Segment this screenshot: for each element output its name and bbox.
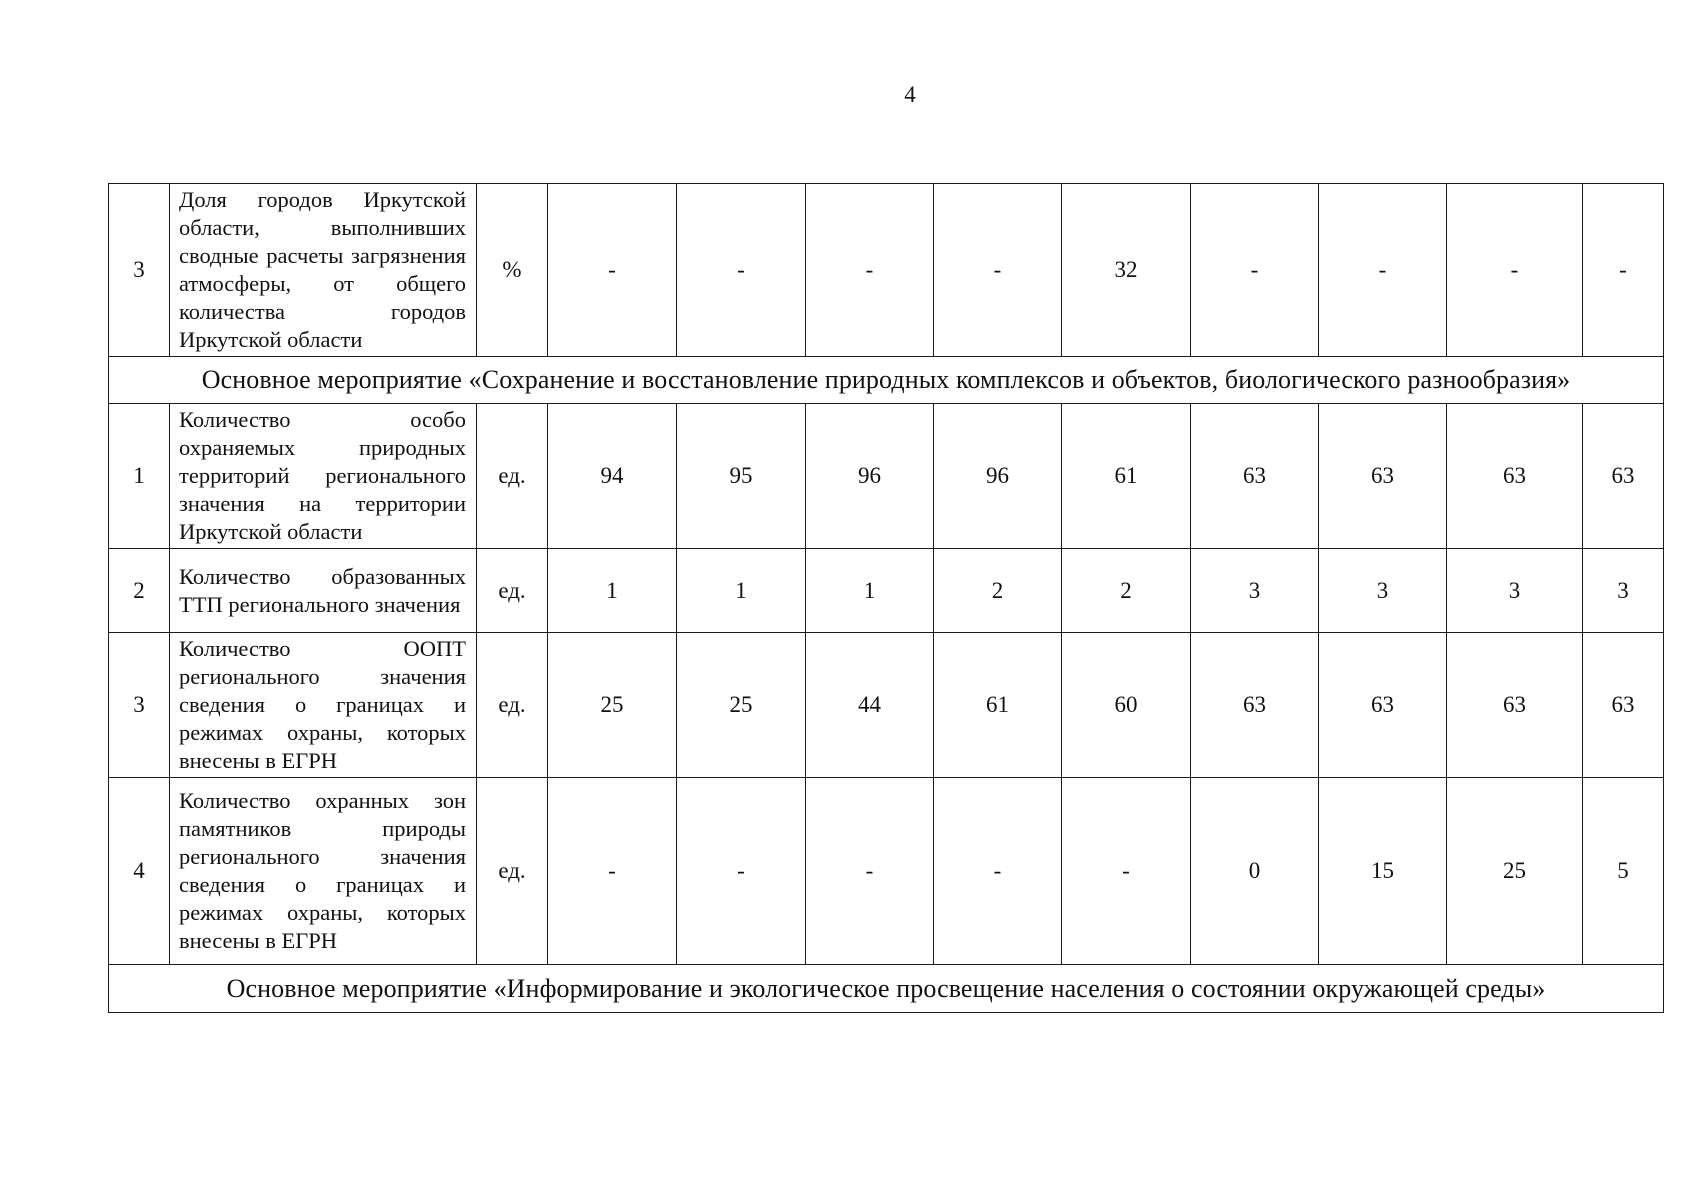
value-cell: 63 bbox=[1583, 633, 1664, 778]
table-row bbox=[109, 778, 1664, 965]
value-cell: 63 bbox=[1447, 404, 1583, 549]
value-cell: 96 bbox=[806, 404, 934, 549]
value-cell: 3 bbox=[1447, 549, 1583, 633]
value-cell: 44 bbox=[806, 633, 934, 778]
value-cell: 94 bbox=[548, 404, 677, 549]
row-number: 3 bbox=[109, 184, 170, 357]
value-cell: 61 bbox=[934, 633, 1062, 778]
value-cell: 2 bbox=[1062, 549, 1191, 633]
table-row bbox=[109, 404, 1664, 549]
value-cell: 60 bbox=[1062, 633, 1191, 778]
value-cell: 25 bbox=[1447, 778, 1583, 965]
indicator-name: Доля городов Иркутской области, выполнивших сводные расчеты загрязнения атмосферы, от общего количества городов Иркутской области bbox=[170, 184, 477, 357]
value-cell: 3 bbox=[1191, 549, 1319, 633]
value-cell: - bbox=[934, 184, 1062, 357]
value-cell: 5 bbox=[1583, 778, 1664, 965]
value-cell: - bbox=[1191, 184, 1319, 357]
value-cell: 3 bbox=[1583, 549, 1664, 633]
section-row bbox=[109, 965, 1664, 1013]
indicators-table bbox=[108, 183, 1664, 1013]
value-cell: - bbox=[934, 778, 1062, 965]
value-cell: 1 bbox=[677, 549, 806, 633]
page-number: 4 bbox=[904, 82, 916, 107]
row-number: 3 bbox=[109, 633, 170, 778]
unit-cell: % bbox=[477, 184, 548, 357]
value-cell: 15 bbox=[1319, 778, 1447, 965]
indicator-name: Количество особо охраняемых природных территорий регионального значения на территории Иркутской области bbox=[170, 404, 477, 549]
value-cell: - bbox=[806, 184, 934, 357]
value-cell: - bbox=[548, 778, 677, 965]
value-cell: 25 bbox=[548, 633, 677, 778]
unit-cell: ед. bbox=[477, 404, 548, 549]
table-row bbox=[109, 549, 1664, 633]
value-cell: 63 bbox=[1191, 404, 1319, 549]
value-cell: - bbox=[548, 184, 677, 357]
value-cell: 63 bbox=[1583, 404, 1664, 549]
value-cell: 63 bbox=[1319, 633, 1447, 778]
unit-cell: ед. bbox=[477, 633, 548, 778]
row-number: 2 bbox=[109, 549, 170, 633]
row-number: 1 bbox=[109, 404, 170, 549]
indicator-name: Количество охранных зон памятников природы регионального значения сведения о границах и режимах охраны, которых внесены в ЕГРН bbox=[170, 778, 477, 965]
row-number: 4 bbox=[109, 778, 170, 965]
value-cell: 32 bbox=[1062, 184, 1191, 357]
table-row bbox=[109, 184, 1664, 357]
value-cell: 63 bbox=[1191, 633, 1319, 778]
value-cell: 1 bbox=[548, 549, 677, 633]
unit-cell: ед. bbox=[477, 549, 548, 633]
value-cell: - bbox=[677, 778, 806, 965]
section-title: Основное мероприятие «Сохранение и восстановление природных комплексов и объектов, биологического разнообразия» bbox=[109, 357, 1664, 404]
value-cell: 25 bbox=[677, 633, 806, 778]
value-cell: 2 bbox=[934, 549, 1062, 633]
unit-cell: ед. bbox=[477, 778, 548, 965]
section-title: Основное мероприятие «Информирование и экологическое просвещение населения о состоянии окружающей среды» bbox=[109, 965, 1664, 1013]
indicator-name: Количество ООПТ регионального значения сведения о границах и режимах охраны, которых внесены в ЕГРН bbox=[170, 633, 477, 778]
value-cell: - bbox=[1319, 184, 1447, 357]
value-cell: - bbox=[1062, 778, 1191, 965]
value-cell: - bbox=[1583, 184, 1664, 357]
value-cell: - bbox=[677, 184, 806, 357]
value-cell: 1 bbox=[806, 549, 934, 633]
value-cell: 3 bbox=[1319, 549, 1447, 633]
value-cell: 63 bbox=[1447, 633, 1583, 778]
value-cell: - bbox=[1447, 184, 1583, 357]
table-row bbox=[109, 633, 1664, 778]
value-cell: - bbox=[806, 778, 934, 965]
value-cell: 63 bbox=[1319, 404, 1447, 549]
indicator-name: Количество образованных ТТП регионального значения bbox=[170, 549, 477, 633]
section-row bbox=[109, 357, 1664, 404]
value-cell: 0 bbox=[1191, 778, 1319, 965]
value-cell: 95 bbox=[677, 404, 806, 549]
value-cell: 61 bbox=[1062, 404, 1191, 549]
value-cell: 96 bbox=[934, 404, 1062, 549]
